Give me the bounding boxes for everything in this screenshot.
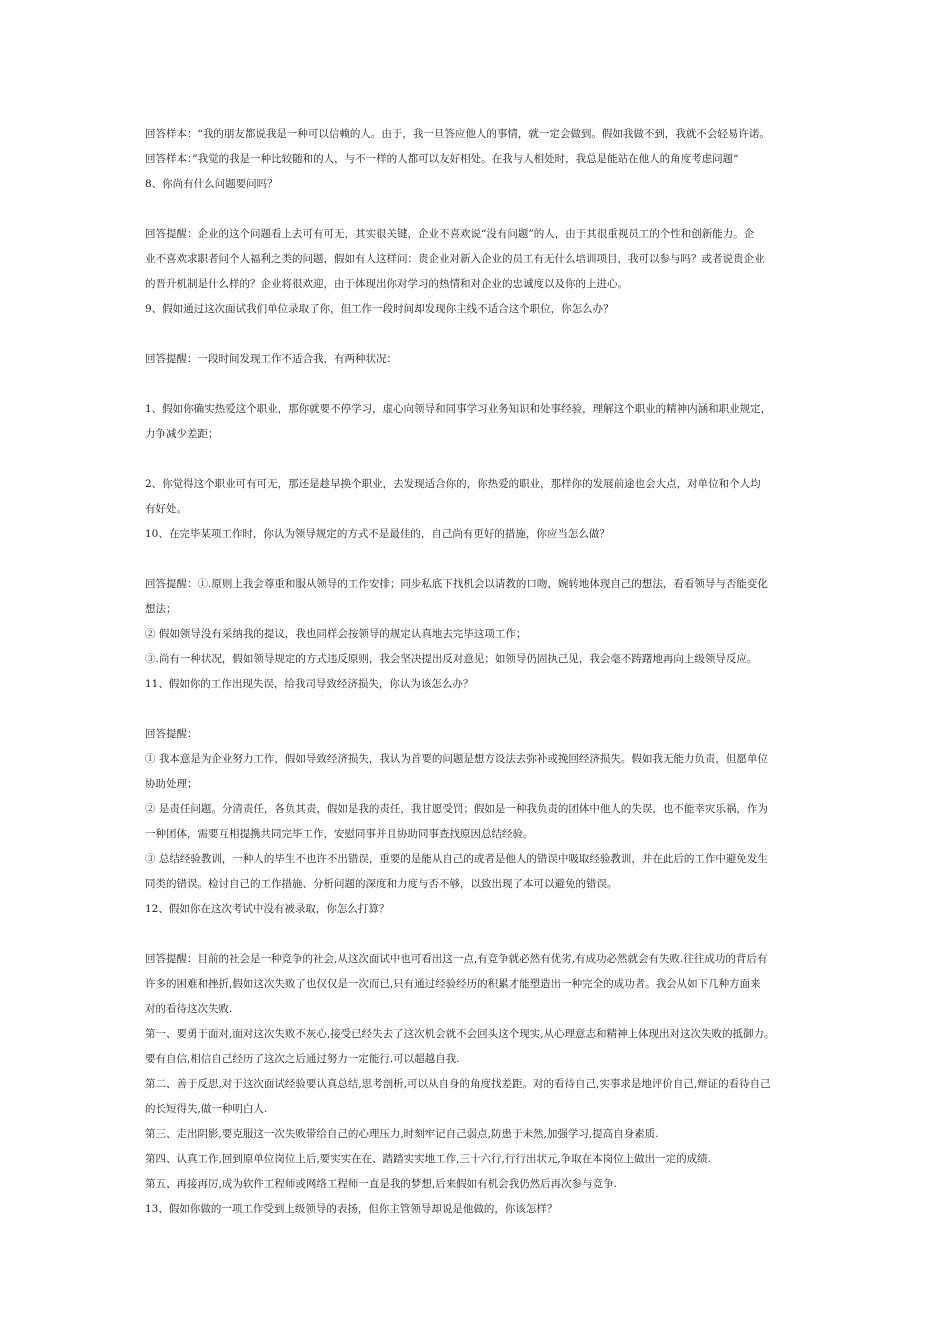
blank-line	[145, 447, 810, 472]
text-line: 回答样本：”我觉的我是一种比较随和的人，与不一样的人都可以友好相处。在我与人相处时，我总是能站在他人的角度考虑问题“	[145, 153, 739, 165]
text-line: 2、你觉得这个职业可有可无，那还是趁早换个职业，去发现适合你的，你热爱的职业，那样你的发展前途也会大点，对单位和个人均	[145, 478, 761, 490]
text-line: 的长短得失,做一种明白人.	[145, 1103, 268, 1115]
text-line: 对的看待这次失败.	[145, 1003, 233, 1015]
text-line: 1、假如你确实热爱这个职业，那你就要不停学习，虚心向领导和同事学习业务知识和处事经验，理解这个职业的精神内涵和职业规定，	[145, 403, 772, 415]
text-line: 想法；	[145, 603, 177, 615]
text-line: 力争减少差距；	[145, 428, 219, 440]
text-line: ② 是责任问题。分清责任，各负其责，假如是我的责任，我甘愿受罚；假如是一种我负责的团体中他人的失误，也不能幸灾乐祸，作为	[145, 803, 768, 815]
text-line: 第五、再接再厉,成为软件工程师或网络工程师一直是我的梦想,后来假如有机会我仍然后再次参与竞争.	[145, 1178, 618, 1190]
text-line: 许多的困难和挫折,假如这次失败了也仅仅是一次而已,只有通过经验经历的积累才能塑造出一种完全的成功者。我会从如下几种方面来	[145, 978, 761, 990]
text-line: ② 假如领导没有采纳我的提议，我也同样会按领导的规定认真地去完毕这项工作；	[145, 628, 527, 640]
blank-line	[145, 372, 810, 397]
blank-line	[145, 322, 810, 347]
text-line: 13、假如你做的一项工作受到上级领导的表扬，但你主管领导却说是他做的，你该怎样？	[145, 1203, 558, 1215]
text-line: 协助处理；	[145, 778, 198, 790]
text-line: 要有自信,相信自己经历了这次之后通过努力一定能行.可以超越自我.	[145, 1053, 460, 1065]
text-line: 第四、认真工作,回到原单位岗位上后,要实实在在、踏踏实实地工作,三十六行,行行出状元,争取在本岗位上做出一定的成绩.	[145, 1153, 712, 1165]
text-line: 回答提醒：一段时间发现工作不适合我，有两种状况：	[145, 353, 397, 365]
text-line: 8、你尚有什么问题要问吗？	[145, 178, 278, 190]
text-line: 12、假如你在这次考试中没有被录取，你怎么打算？	[145, 903, 390, 915]
text-line: 第二、善于反思,对于这次面试经验要认真总结,思考剖析,可以从自身的角度找差距。对的看待自己,实事求是地评价自己,辩证的看待自己	[145, 1078, 771, 1090]
text-line: 的晋升机制是什么样的？企业将很欢迎，由于体现出你对学习的热情和对企业的忠诚度以及你的上进心。	[145, 278, 628, 290]
blank-line	[145, 922, 810, 947]
text-line: 回答提醒：①.原则上我会尊重和服从领导的工作安排；同步私底下找机会以请教的口吻，婉转地体现自己的想法，看看领导与否能变化	[145, 578, 768, 590]
blank-line	[145, 697, 810, 722]
blank-line	[145, 547, 810, 572]
text-line: 回答提醒：	[145, 728, 198, 740]
text-line: 10、在完毕某项工作时，你认为领导规定的方式不是最佳的，自己尚有更好的措施，你应当怎么做？	[145, 528, 610, 540]
text-line: 11、假如你的工作出现失误，给我司导致经济损失，你认为该怎么办？	[145, 678, 474, 690]
text-line: 有好处。	[145, 503, 187, 515]
text-line: 回答提醒：目前的社会是一种竞争的社会,从这次面试中也可看出这一点,有竞争就必然有优劣,有成功必然就会有失败.往往成功的背后有	[145, 953, 768, 965]
text-line: ① 我本意是为企业努力工作，假如导致经济损失，我认为首要的问题是想方设法去弥补或挽回经济损失。假如我无能力负责，但愿单位	[145, 753, 768, 765]
text-line: 第三、走出阴影,要克服这一次失败带给自己的心理压力,时刻牢记自己弱点,防患于未然,加强学习,提高自身素质.	[145, 1128, 659, 1140]
text-line: 同类的错误。检讨自己的工作措施、分析问题的深度和力度与否不够，以致出现了本可以避免的错误。	[145, 878, 618, 890]
text-line: 一种团体，需要互相提携共同完毕工作，安慰同事并且协助同事查找原因总结经验。	[145, 828, 534, 840]
text-line: 9、假如通过这次面试我们单位录取了你，但工作一段时间却发现你主线不适合这个职位，你怎么办？	[145, 303, 614, 315]
text-line: 业不喜欢求职者问个人福利之类的问题，假如有人这样问：贵企业对新入企业的员工有无什么培训项目，我可以参与吗？或者说贵企业	[145, 253, 765, 265]
text-line: ③ 总结经验教训，一种人的毕生不也许不出错误，重要的是能从自己的或者是他人的错误中吸取经验教训，并在此后的工作中避免发生	[145, 853, 768, 865]
blank-line	[145, 197, 810, 222]
text-line: 回答提醒：企业的这个问题看上去可有可无，其实很关键，企业不喜欢说“没有问题”的人，由于其很重视员工的个性和创新能力。企	[145, 228, 755, 240]
document-page	[145, 122, 810, 1222]
text-line: ③.尚有一种状况，假如领导规定的方式违反原则，我会坚决提出反对意见；如领导仍固执己见，我会毫不踌躇地再向上级领导反应。	[145, 653, 758, 665]
text-line: 回答样本：“我的朋友都说我是一种可以信赖的人。由于，我一旦答应他人的事情，就一定会做到。假如我做不到，我就不会轻易许诺。	[145, 128, 770, 140]
text-line: 第一、要勇于面对,面对这次失败不灰心,接受已经失去了这次机会就不会回头这个现实,从心理意志和精神上体现出对这次失败的抵御力。	[145, 1028, 775, 1040]
